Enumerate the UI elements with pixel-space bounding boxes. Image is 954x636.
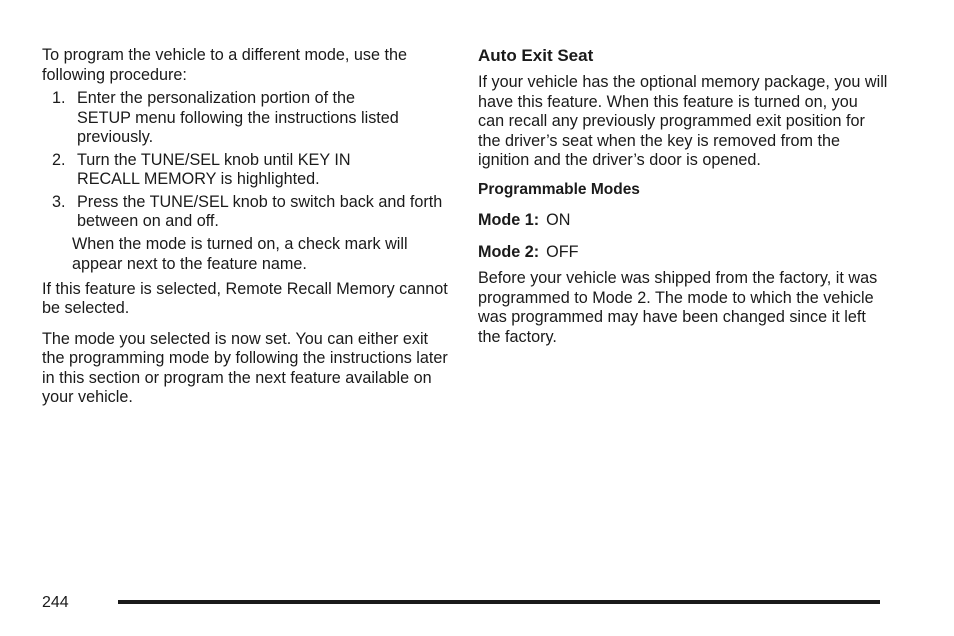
procedure-steps bbox=[42, 89, 452, 275]
mode-value: ON bbox=[546, 211, 571, 229]
right-column bbox=[478, 46, 888, 358]
page-number: 244 bbox=[42, 594, 69, 611]
mode-1-line bbox=[478, 211, 888, 231]
section-heading: Auto Exit Seat bbox=[478, 46, 594, 65]
step-number: 2. bbox=[52, 150, 66, 169]
step-text: Turn the TUNE/SEL knob until KEY IN RECALL MEMORY is highlighted. bbox=[77, 150, 351, 188]
feature-paragraph: If your vehicle has the optional memory package, you will have this feature. When this feature is turned on, you can recall any previously programmed exit position for the driver’s seat when the key is removed from the ignition and the driver’s door is opened. bbox=[478, 73, 888, 169]
step-number: 3. bbox=[52, 192, 66, 211]
step-number: 1. bbox=[52, 89, 66, 107]
factory-paragraph: Before your vehicle was shipped from the factory, it was programmed to Mode 2. The mode to which the vehicle was programmed may have been changed since it left the factory. bbox=[478, 269, 878, 346]
mode-label: Mode 2: bbox=[478, 242, 540, 261]
programmable-modes-heading: Programmable Modes bbox=[478, 180, 640, 198]
mode-label: Mode 1: bbox=[478, 211, 540, 229]
mode-value: OFF bbox=[546, 242, 579, 261]
mode-set-paragraph: The mode you selected is now set. You can either exit the programming mode by following the instructions later in this section or program the next feature available on your vehicle. bbox=[42, 329, 448, 406]
step-3 bbox=[42, 193, 452, 232]
step-text: Press the TUNE/SEL knob to switch back and forth between on and off. bbox=[77, 192, 443, 230]
mode-2-line bbox=[478, 243, 888, 263]
intro-paragraph: To program the vehicle to a different mode, use the following procedure: bbox=[42, 46, 408, 84]
step-1 bbox=[42, 89, 452, 148]
step-3-note: When the mode is turned on, a check mark will appear next to the feature name. bbox=[72, 234, 408, 273]
step-text: Enter the personalization portion of the SETUP menu following the instructions listed previously. bbox=[77, 89, 399, 146]
left-column bbox=[42, 46, 452, 419]
footer-rule bbox=[118, 600, 880, 604]
step-2 bbox=[42, 151, 452, 190]
selected-paragraph: If this feature is selected, Remote Recall Memory cannot be selected. bbox=[42, 279, 448, 317]
